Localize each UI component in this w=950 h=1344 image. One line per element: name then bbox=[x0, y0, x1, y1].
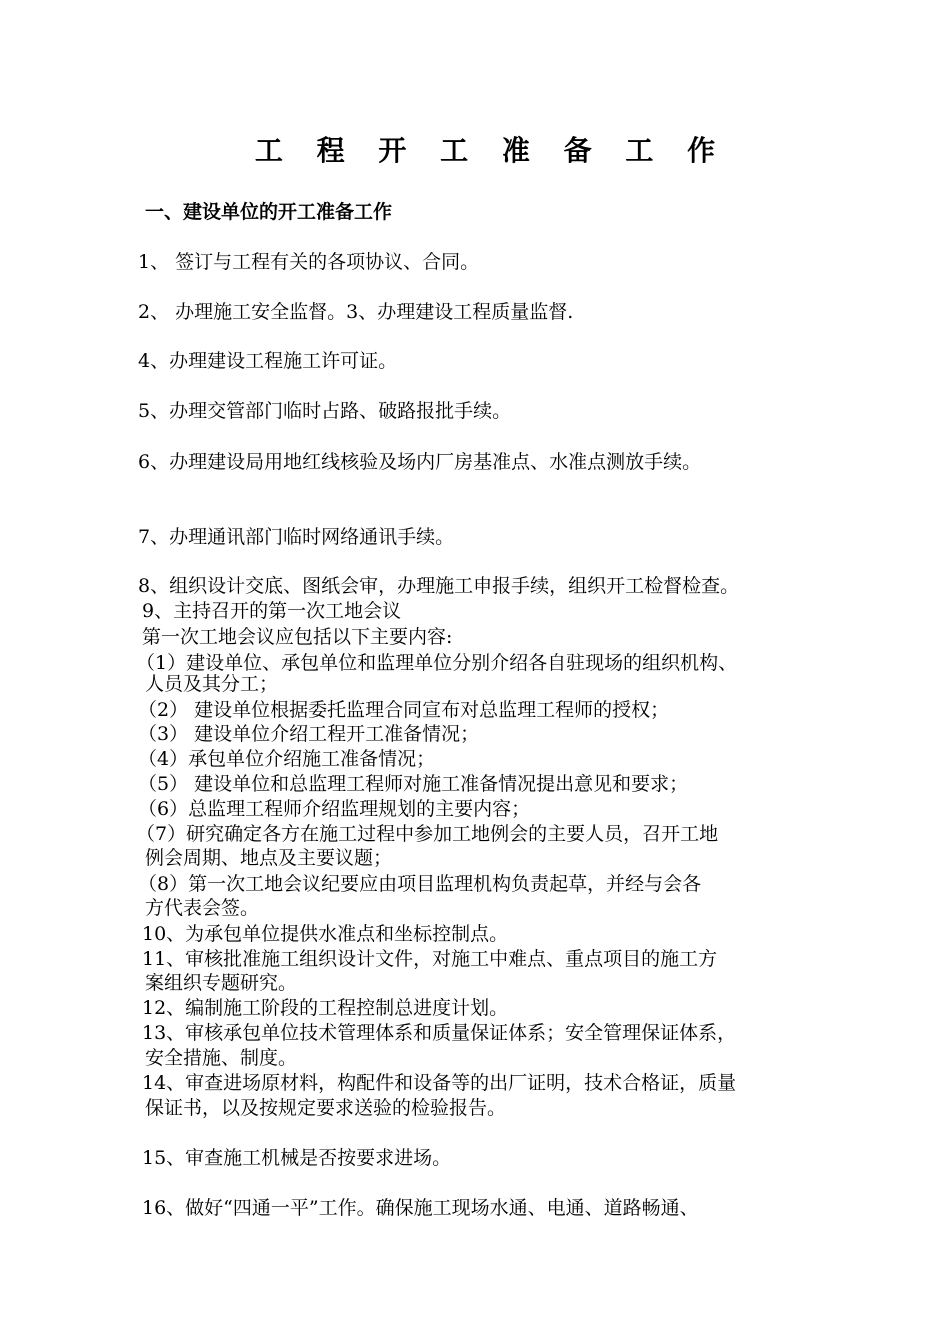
list-item: 12、编制施工阶段的工程控制总进度计划。 bbox=[142, 997, 509, 1019]
list-item: 4、办理建设工程施工许可证。 bbox=[138, 350, 398, 372]
list-item: 14、审查进场原材料，构配件和设备等的出厂证明，技术合格证，质量 bbox=[142, 1072, 737, 1094]
list-item: 2、 办理施工安全监督。3、办理建设工程质量监督. bbox=[138, 301, 574, 323]
list-item: （2） 建设单位根据委托监理合同宣布对总监理工程师的授权； bbox=[138, 699, 670, 721]
list-item: 13、审核承包单位技术管理体系和质量保证体系；安全管理保证体系， bbox=[142, 1022, 737, 1044]
list-item: 安全措施、制度。 bbox=[145, 1047, 298, 1069]
list-item: （7）研究确定各方在施工过程中参加工地例会的主要人员，召开工地 bbox=[136, 823, 719, 845]
list-item: 15、审查施工机械是否按要求进场。 bbox=[142, 1147, 452, 1169]
list-item: 第一次工地会议应包括以下主要内容: bbox=[142, 626, 453, 648]
list-item: 5、办理交管部门临时占路、破路报批手续。 bbox=[138, 400, 512, 422]
list-item: （3） 建设单位介绍工程开工准备情况； bbox=[138, 723, 480, 745]
list-item: （6）总监理工程师介绍监理规划的主要内容； bbox=[138, 798, 531, 820]
list-item: 例会周期、地点及主要议题； bbox=[145, 847, 393, 869]
list-item: 方代表会签。 bbox=[145, 897, 260, 919]
list-item: 保证书，以及按规定要求送验的检验报告。 bbox=[145, 1097, 507, 1119]
list-item: （4）承包单位介绍施工准备情况； bbox=[138, 748, 436, 770]
list-item: 9、主持召开的第一次工地会议 bbox=[142, 600, 402, 622]
list-item: 人员及其分工； bbox=[145, 673, 279, 695]
list-item: 6、办理建设局用地红线核验及场内厂房基准点、水准点测放手续。 bbox=[138, 451, 702, 473]
list-item: 7、办理通讯部门临时网络通讯手续。 bbox=[138, 526, 455, 548]
list-item: （8）第一次工地会议纪要应由项目监理机构负责起草，并经与会各 bbox=[138, 873, 702, 895]
list-item: 1、 签订与工程有关的各项协议、合同。 bbox=[138, 251, 480, 273]
list-item: 8、组织设计交底、图纸会审，办理施工申报手续，组织开工检督检查。 bbox=[138, 575, 740, 597]
section-heading: 一、建设单位的开工准备工作 bbox=[145, 201, 393, 223]
list-item: 16、做好“四通一平”工作。确保施工现场水通、电通、道路畅通、 bbox=[142, 1197, 699, 1219]
list-item: 11、审核批准施工组织设计文件，对施工中难点、重点项目的施工方 bbox=[142, 948, 718, 970]
list-item: （5） 建设单位和总监理工程师对施工准备情况提出意见和要求； bbox=[138, 773, 689, 795]
document-title: 工 程 开 工 准 备 工 作 bbox=[254, 134, 728, 167]
list-item: （1）建设单位、承包单位和监理单位分别介绍各自驻现场的组织机构、 bbox=[136, 652, 738, 674]
list-item: 10、为承包单位提供水准点和坐标控制点。 bbox=[142, 923, 509, 945]
list-item: 案组织专题研究。 bbox=[145, 972, 298, 994]
